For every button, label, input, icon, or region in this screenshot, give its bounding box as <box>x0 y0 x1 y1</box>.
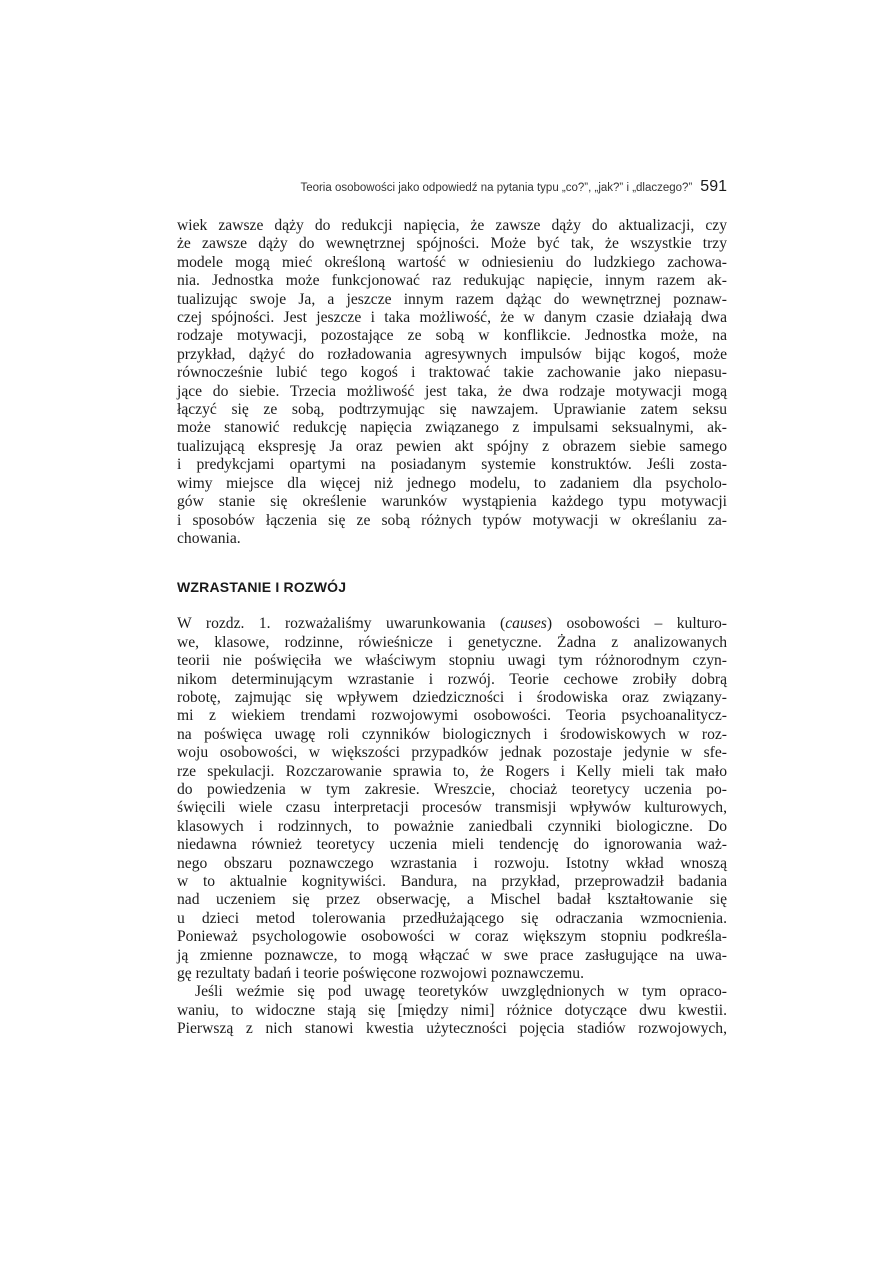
text-line: nad uczeniem się przez obserwację, a Mischel badał kształtowanie się <box>177 891 727 909</box>
book-page <box>177 178 727 1039</box>
text-line: u dzieci metod tolerowania przedłużającego się odraczania wzmocnienia. <box>177 909 727 927</box>
text-line: że zawsze dąży do wewnętrznej spójności. Może być tak, że wszystkie trzy <box>177 235 727 253</box>
text-line: rze spekulacji. Rozczarowanie sprawia to, że Rogers i Kelly mieli tak mało <box>177 762 727 780</box>
text-line: nia. Jednostka może funkcjonować raz redukując napięcie, innym razem ak- <box>177 272 727 290</box>
text-line: niedawna również teoretycy uczenia mieli tendencję do ignorowania waż- <box>177 836 727 854</box>
text-line: święcili wiele czasu interpretacji procesów transmisji wpływów kulturowych, <box>177 799 727 817</box>
text-line: do powiedzenia w tym zakresie. Wreszcie, chociaż teoretycy uczenia po- <box>177 780 727 798</box>
paragraph <box>177 983 727 1038</box>
text-line: modele mogą mieć określoną wartość w odniesieniu do ludzkiego zachowa- <box>177 253 727 271</box>
paragraph-continued <box>177 217 727 548</box>
text-line: czej spójności. Jest jeszcze i taka możliwość, że w danym czasie działają dwa <box>177 309 727 327</box>
text-line: teorii nie poświęciła we właściwym stopniu uwagi tym różnorodnym czyn- <box>177 652 727 670</box>
text-line: w to aktualnie kognitywiści. Bandura, na przykład, przeprowadził badania <box>177 873 727 890</box>
text-line: wiek zawsze dąży do redukcji napięcia, że zawsze dąży do aktualizacji, czy <box>177 217 727 234</box>
text-line: nikom determinującym wzrastanie i rozwój. Teorie cechowe zrobiły dobrą <box>177 670 727 688</box>
text-line: na poświęca uwagę roli czynników biologicznych i środowiskowych w roz- <box>177 725 727 743</box>
running-title: Teoria osobowości jako odpowiedź na pytania typu „co?”, „jak?” i „dlaczego?” <box>300 182 693 194</box>
text-line: rodzaje motywacji, pozostające ze sobą w konflikcie. Jednostka może, na <box>177 327 727 345</box>
text-line: tualizując swoje Ja, a jeszcze innym razem dążąc do wewnętrznej poznaw- <box>177 290 727 308</box>
text-line: może stanowić redukcję napięcia związanego z impulsami seksualnymi, ak- <box>177 419 727 437</box>
text-line: tualizującą ekspresję Ja oraz pewien akt spójny z obrazem siebie samego <box>177 437 727 455</box>
running-header <box>177 178 727 200</box>
text-line: robotę, zajmując się wpływem dziedziczności i środowiska oraz związany- <box>177 688 727 706</box>
text-line: Pierwszą z nich stanowi kwestia użyteczności pojęcia stadiów rozwojowych, <box>177 1020 727 1038</box>
text-line: gę rezultaty badań i teorie poświęcone rozwojowi poznawczemu. <box>177 965 585 983</box>
text-line: i sposobów łączenia się ze sobą różnych typów motywacji w określaniu za- <box>177 511 727 529</box>
paragraph <box>177 615 727 983</box>
text-line: i predykcjami opartymi na posiadanym systemie konstruktów. Jeśli zosta- <box>177 456 727 474</box>
text-line: jące do siebie. Trzecia możliwość jest taka, że dwa rodzaje motywacji mogą <box>177 382 727 400</box>
body-text <box>177 217 727 1039</box>
text-line: przykład, dążyć do rozładowania agresywnych impulsów bijąc kogoś, może <box>177 345 727 363</box>
text-line: waniu, to widoczne stają się [między nimi] różnice dotyczące dwu kwestii. <box>177 1001 727 1019</box>
italic-term: causes <box>505 615 547 633</box>
text-line: równocześnie lubić tego kogoś i traktować takie zachowanie jako niepasu- <box>177 364 727 382</box>
page-number: 591 <box>700 178 727 195</box>
text-line: gów stanie się określenie warunków wystąpienia każdego typu motywacji <box>177 493 727 511</box>
text-line-with-italic <box>177 615 727 633</box>
text-line: nego obszaru poznawczego wzrastania i rozwoju. Istotny wkład wnoszą <box>177 854 727 872</box>
text-line: Ponieważ psychologowie osobowości w coraz większym stopniu podkreśla- <box>177 928 727 946</box>
text-line: wimy miejsce dla więcej niż jednego modelu, to zadaniem dla psycholo- <box>177 474 727 492</box>
text-line: chowania. <box>177 529 241 547</box>
text-line: we, klasowe, rodzinne, rówieśnicze i genetyczne. Żadna z analizowanych <box>177 633 727 651</box>
text-fragment: ) osobowości – kulturo- <box>546 615 727 633</box>
text-fragment: W rozdz. 1. rozważaliśmy uwarunkowania ( <box>177 615 506 633</box>
text-line: klasowych i rodzinnych, to poważnie zaniedbali czynniki biologiczne. Do <box>177 817 727 835</box>
text-line: mi z wiekiem trendami rozwojowymi osobowości. Teoria psychoanalitycz- <box>177 707 727 725</box>
section-heading: WZRASTANIE I ROZWÓJ <box>177 579 347 596</box>
text-line-indented: Jeśli weźmie się pod uwagę teoretyków uwzględnionych w tym opraco- <box>195 983 727 1001</box>
text-line: woju osobowości, w większości przypadków jednak pozostaje jedynie w sfe- <box>177 744 727 762</box>
text-line: łączyć się ze sobą, podtrzymując się nawzajem. Uprawianie zatem seksu <box>177 401 727 419</box>
text-line: ją zmienne poznawcze, to mogą włączać w swe prace zasługujące na uwa- <box>177 946 727 964</box>
